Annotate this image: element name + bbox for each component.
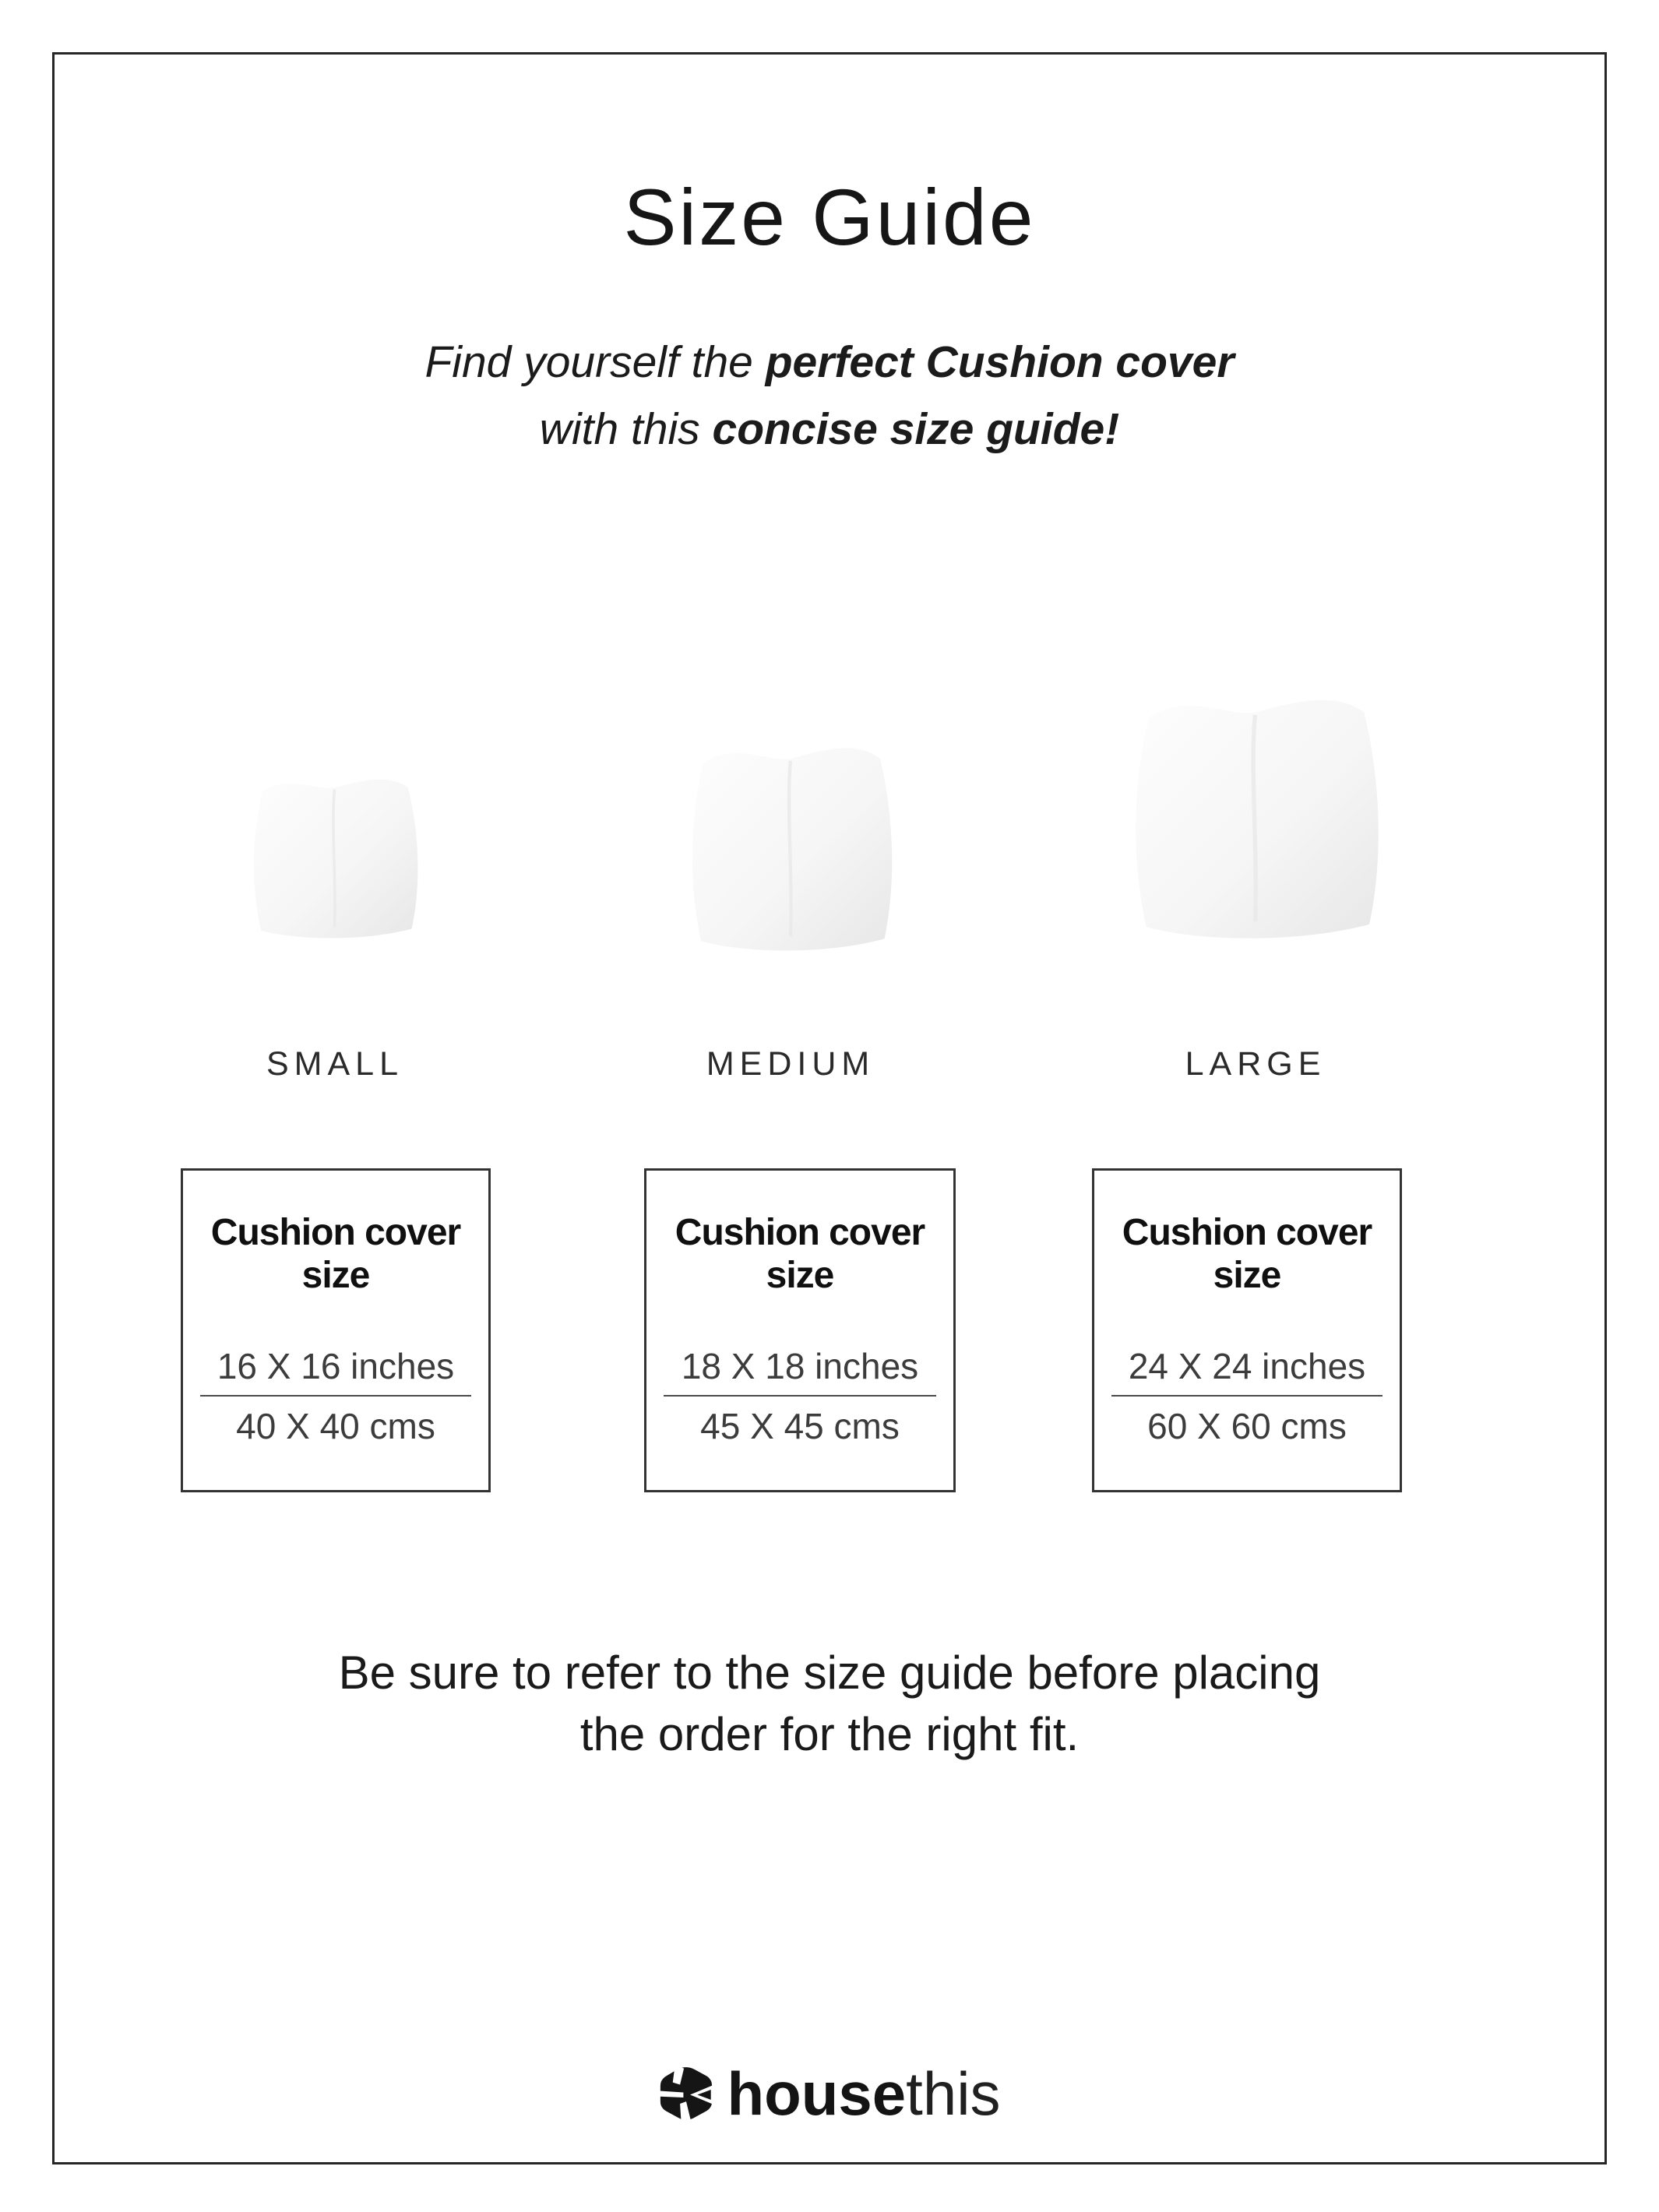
spec-box-title: Cushion cover size	[675, 1212, 925, 1296]
spec-box-large	[1092, 1168, 1402, 1492]
footer-note-line-1: Be sure to refer to the size guide before placing	[338, 1647, 1321, 1699]
spec-cms: 40 X 40 cms	[236, 1405, 435, 1446]
spec-box-medium	[644, 1168, 956, 1492]
spec-cms: 45 X 45 cms	[700, 1405, 900, 1446]
spec-values	[200, 1346, 471, 1447]
spec-box-title: Cushion cover size	[210, 1212, 461, 1296]
footer-note-line-2: the order for the right fit.	[579, 1708, 1080, 1761]
housethis-pinwheel-icon	[658, 2066, 714, 2122]
spec-inches: 16 X 16 inches	[200, 1346, 471, 1397]
size-label-medium: MEDIUM	[706, 1045, 875, 1083]
spec-inches: 18 X 18 inches	[664, 1346, 936, 1397]
page-frame	[52, 52, 1607, 2164]
spec-box-title: Cushion cover size	[1122, 1212, 1372, 1296]
brand-name	[727, 2059, 1001, 2128]
spec-values	[1111, 1346, 1382, 1447]
size-label-small: SMALL	[266, 1045, 403, 1083]
brand-name-this: this	[906, 2059, 1001, 2128]
pillow-small-image	[247, 769, 422, 941]
size-label-large: LARGE	[1185, 1045, 1326, 1083]
brand-logo	[55, 2059, 1604, 2128]
spec-values	[664, 1346, 936, 1447]
spec-cms: 60 X 60 cms	[1147, 1405, 1347, 1446]
spec-box-small	[181, 1168, 491, 1492]
subtitle	[55, 329, 1604, 463]
page-title: Size Guide	[623, 173, 1036, 262]
subtitle-line-1: Find yourself the perfect Cushion cover	[424, 337, 1235, 387]
brand-name-house: house	[727, 2059, 907, 2128]
footer-note	[55, 1642, 1604, 1765]
pillow-large-image	[1125, 684, 1385, 942]
spec-inches: 24 X 24 inches	[1111, 1346, 1382, 1397]
subtitle-line-2: with this concise size guide!	[539, 403, 1120, 454]
pillow-medium-image	[684, 734, 897, 954]
